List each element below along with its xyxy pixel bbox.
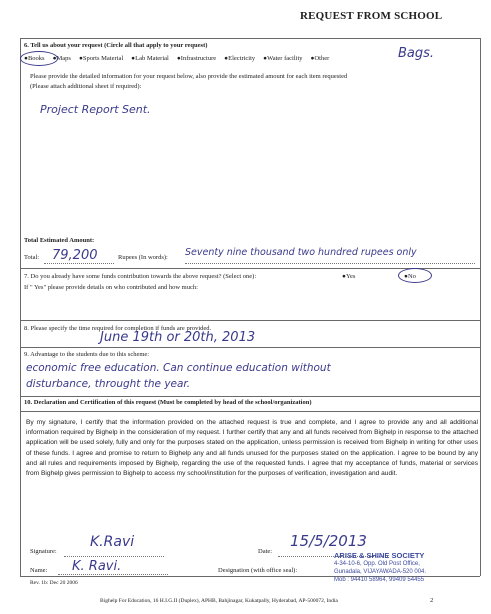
name-line xyxy=(58,574,168,575)
option-infrastructure[interactable]: ●Infrastructure xyxy=(176,55,217,62)
option-sports-material[interactable]: ●Sports Material xyxy=(78,55,124,62)
option-lab-material[interactable]: ●Lab Material xyxy=(131,55,169,62)
option-other[interactable]: ●Other xyxy=(310,55,330,62)
name-label: Name: xyxy=(30,567,48,574)
stamp-line-3: Gunadala, VIJAYAWADA-520 004. xyxy=(334,569,427,575)
total-label: Total: xyxy=(24,254,40,261)
frame-right xyxy=(480,38,481,576)
option-maps[interactable]: ●Maps xyxy=(52,55,71,62)
date-value[interactable]: 15/5/2013 xyxy=(290,532,367,550)
option-yes[interactable]: ●Yes xyxy=(342,273,356,280)
amount-in-words[interactable]: Seventy nine thousand two hundred rupees only xyxy=(185,247,417,258)
request-details: Project Report Sent. xyxy=(40,103,151,116)
books-selection-circle xyxy=(20,51,58,66)
section6-instruction-1: Please provide the detailed information for your request below, also provide the estimated amount for each item requested xyxy=(30,73,348,80)
revision-note: Rev. 1b: Dec 20 2006 xyxy=(30,580,78,586)
option-books[interactable]: ●Books xyxy=(24,55,45,62)
name-value[interactable]: K. Ravi. xyxy=(72,559,122,574)
advantage-line-1[interactable]: economic free education. Can continue education without xyxy=(26,362,331,374)
divider-10 xyxy=(20,411,480,412)
section6-instruction-2: (Please attach additional sheet if required): xyxy=(30,83,142,90)
signature-label: Signature: xyxy=(30,548,57,555)
completion-time[interactable]: June 19th or 20th, 2013 xyxy=(100,330,256,345)
section10-heading: 10. Declaration and Certification of this request (Must be completed by head of the school/organization) xyxy=(24,399,312,406)
divider-9 xyxy=(20,396,480,397)
signature-value[interactable]: K.Ravi xyxy=(90,534,135,550)
rupees-label: Rupees (In words): xyxy=(118,254,168,261)
section7-question: 7. Do you already have some funds contribution towards the above request? (Select one): xyxy=(24,273,257,280)
divider-7 xyxy=(20,320,480,321)
signature-line xyxy=(64,556,164,557)
stamp-line-4: Mob : 94410 58964, 99409 54455 xyxy=(334,577,425,583)
page-number: 2 xyxy=(430,597,434,604)
date-label: Date: xyxy=(258,548,273,555)
office-stamp xyxy=(334,552,480,584)
divider-8 xyxy=(20,347,480,348)
total-heading: Total Estimated Amount: xyxy=(24,237,95,244)
stamp-line-1: ARISE & SHINE SOCIETY xyxy=(334,551,425,560)
section6-options xyxy=(24,55,329,62)
option-water-facility[interactable]: ●Water facility xyxy=(263,55,303,62)
footer-address: Bighelp For Education, 16 H.I.G.II (Duplex), APHB, Bahjinagar, Kukatpally, Hyderabad, AP-500072, India xyxy=(100,598,338,604)
total-amount[interactable]: 79,200 xyxy=(52,248,98,263)
advantage-line-2[interactable]: disturbance, throught the year. xyxy=(26,378,191,390)
form-title: REQUEST FROM SCHOOL xyxy=(300,10,443,22)
other-value: Bags. xyxy=(398,46,435,61)
section9-question: 9. Advantage to the students due to this scheme: xyxy=(24,351,150,358)
section7-followup: If " Yes" please provide details on who contributed and how much: xyxy=(24,284,198,291)
declaration-text: By my signature, I certify that the information provided on the attached request is true and complete, and I agree to provide any and all additional information required by Bighelp in the consideration of my request. I further certify that any and all funds received from Bighelp in response to the attached application will be used solely, fully and only for the purposes stated on the application, unless permission is received from Bighelp in writing for other uses of these funds. I agree and promise to return to Bighelp any and all funds unused for the purposes stated on the application. I agree to be bound by any and all rules and requirements imposed by Bighelp, regarding the use of the requested funds. I agree that my acceptance of funds, material or services from Bighelp gives permission to Bighelp to access my school/institution for the purposes of verification, investigation and audit. xyxy=(26,419,478,478)
designation-label: Designation (with office seal): xyxy=(218,567,298,574)
section8-question: 8. Please specify the time required for completion if funds are provided. xyxy=(24,325,212,332)
no-selection-circle xyxy=(398,268,432,283)
stamp-line-2: 4-34-10-6, Opp. Old Post Office, xyxy=(334,561,420,567)
amount-words-line xyxy=(185,263,475,264)
total-amount-line xyxy=(44,263,114,264)
option-no[interactable]: ●No xyxy=(404,273,416,280)
section6-heading: 6. Tell us about your request (Circle all that apply to your request) xyxy=(24,42,208,49)
frame-left xyxy=(20,38,21,576)
frame-top xyxy=(20,38,480,39)
option-electricity[interactable]: ●Electricity xyxy=(224,55,256,62)
